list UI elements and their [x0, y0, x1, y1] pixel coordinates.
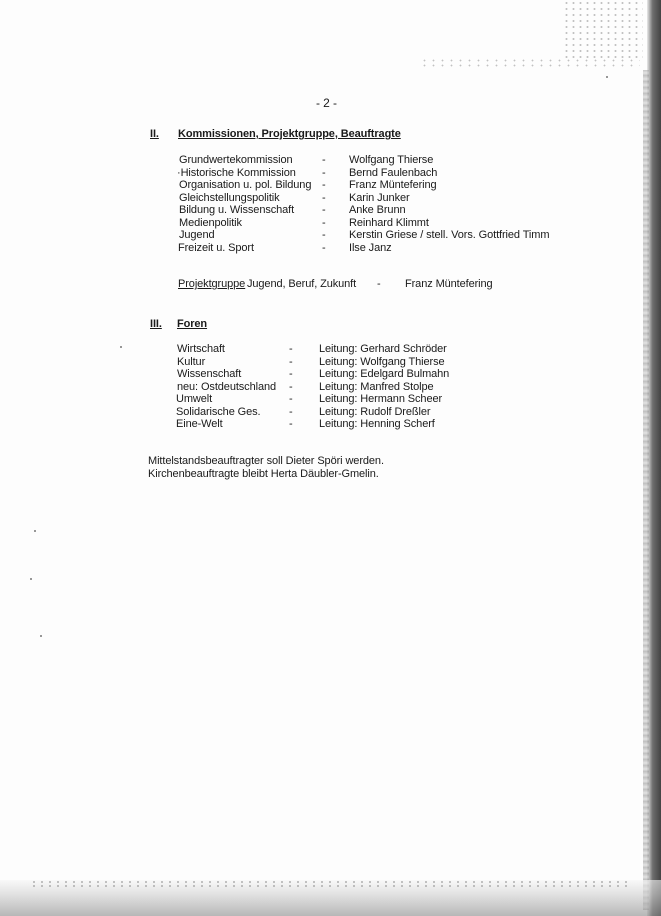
commission-dash: -: [322, 229, 326, 241]
section-ii-title: Kommissionen, Projektgruppe, Beauftragte: [178, 128, 401, 140]
commission-dash: -: [322, 204, 326, 216]
commission-name: Organisation u. pol. Bildung: [179, 179, 312, 191]
commission-row: [179, 204, 579, 217]
forum-name: Wirtschaft: [177, 343, 225, 355]
forum-row: [176, 393, 476, 406]
commission-name: Bildung u. Wissenschaft: [179, 204, 295, 216]
section-iii-title: Foren: [177, 318, 208, 330]
commission-name: Freizeit u. Sport: [178, 241, 254, 254]
forum-dash: -: [289, 393, 293, 405]
commission-row: [179, 154, 579, 167]
commission-dash: -: [322, 216, 326, 229]
forum-dash: -: [289, 380, 293, 393]
page-number: - 2 -: [316, 96, 337, 110]
forum-name: Kultur: [177, 355, 206, 368]
forum-row: [176, 418, 476, 431]
commission-person: Wolfgang Thierse: [349, 154, 434, 166]
commission-person: Anke Brunn: [349, 204, 406, 216]
commission-row: [179, 229, 579, 242]
section-ii-number: II.: [150, 128, 159, 140]
forum-lead: Leitung: Wolfgang Thierse: [319, 355, 445, 368]
project-group-label: Projektgruppe: [178, 278, 246, 290]
forum-row: [176, 406, 476, 419]
commission-name: Jugend: [179, 229, 215, 241]
commission-dash: -: [322, 166, 326, 179]
commission-person: Bernd Faulenbach: [349, 166, 438, 179]
forum-dash: -: [289, 343, 293, 355]
commission-dash: -: [322, 179, 326, 191]
commission-name: Medienpolitik: [179, 216, 242, 229]
commission-row: [177, 167, 577, 180]
forum-name: Umwelt: [176, 393, 213, 405]
note-line: Kirchenbeauftragte bleibt Herta Däubler-Gmelin.: [148, 467, 379, 480]
commission-dash: -: [322, 241, 326, 254]
forum-name: Wissenschaft: [177, 368, 242, 380]
commission-person: Reinhard Klimmt: [349, 216, 429, 229]
forum-lead: Leitung: Rudolf Dreßler: [319, 405, 431, 418]
forum-lead: Leitung: Edelgard Bulmahn: [319, 368, 450, 380]
forum-name: Eine-Welt: [176, 418, 223, 430]
forum-dash: -: [289, 368, 293, 380]
section-iii-number: III.: [150, 318, 162, 330]
commission-row: [179, 192, 579, 205]
project-group-dash: -: [377, 278, 381, 290]
forum-name: Solidarische Ges.: [176, 405, 261, 418]
project-group-row: [178, 278, 518, 291]
commission-row: [179, 179, 579, 192]
forum-lead: Leitung: Manfred Stolpe: [319, 380, 434, 393]
commission-person: Ilse Janz: [349, 241, 392, 254]
forum-row: [177, 343, 477, 356]
commission-name: Grundwertekommission: [179, 154, 293, 166]
forum-dash: -: [289, 418, 293, 430]
commission-dash: -: [322, 154, 326, 166]
note-line: Mittelstandsbeauftragter soll Dieter Spöri werden.: [148, 455, 384, 467]
forum-name: neu: Ostdeutschland: [177, 380, 277, 393]
forum-row: [177, 356, 477, 369]
forum-lead: Leitung: Hermann Scheer: [319, 393, 443, 405]
forum-lead: Leitung: Henning Scherf: [319, 418, 435, 430]
commission-person: Franz Müntefering: [349, 179, 437, 191]
commission-dash: -: [322, 191, 326, 204]
section-ii-heading: [150, 128, 450, 142]
project-group-topic: Jugend, Beruf, Zukunft: [247, 278, 357, 290]
commission-row: [179, 217, 579, 230]
project-group-person: Franz Müntefering: [405, 278, 493, 290]
forum-row: [177, 368, 477, 381]
commission-person: Kerstin Griese / stell. Vors. Gottfried Timm: [349, 229, 550, 241]
commission-name: Gleichstellungspolitik: [179, 191, 280, 204]
commission-person: Karin Junker: [349, 191, 410, 204]
commission-name: ·Historische Kommission: [177, 166, 296, 179]
commission-row: [178, 242, 578, 255]
forum-lead: Leitung: Gerhard Schröder: [319, 343, 447, 355]
forum-dash: -: [289, 355, 293, 368]
section-iii-heading: [150, 318, 350, 332]
forum-row: [177, 381, 477, 394]
forum-dash: -: [289, 405, 293, 418]
